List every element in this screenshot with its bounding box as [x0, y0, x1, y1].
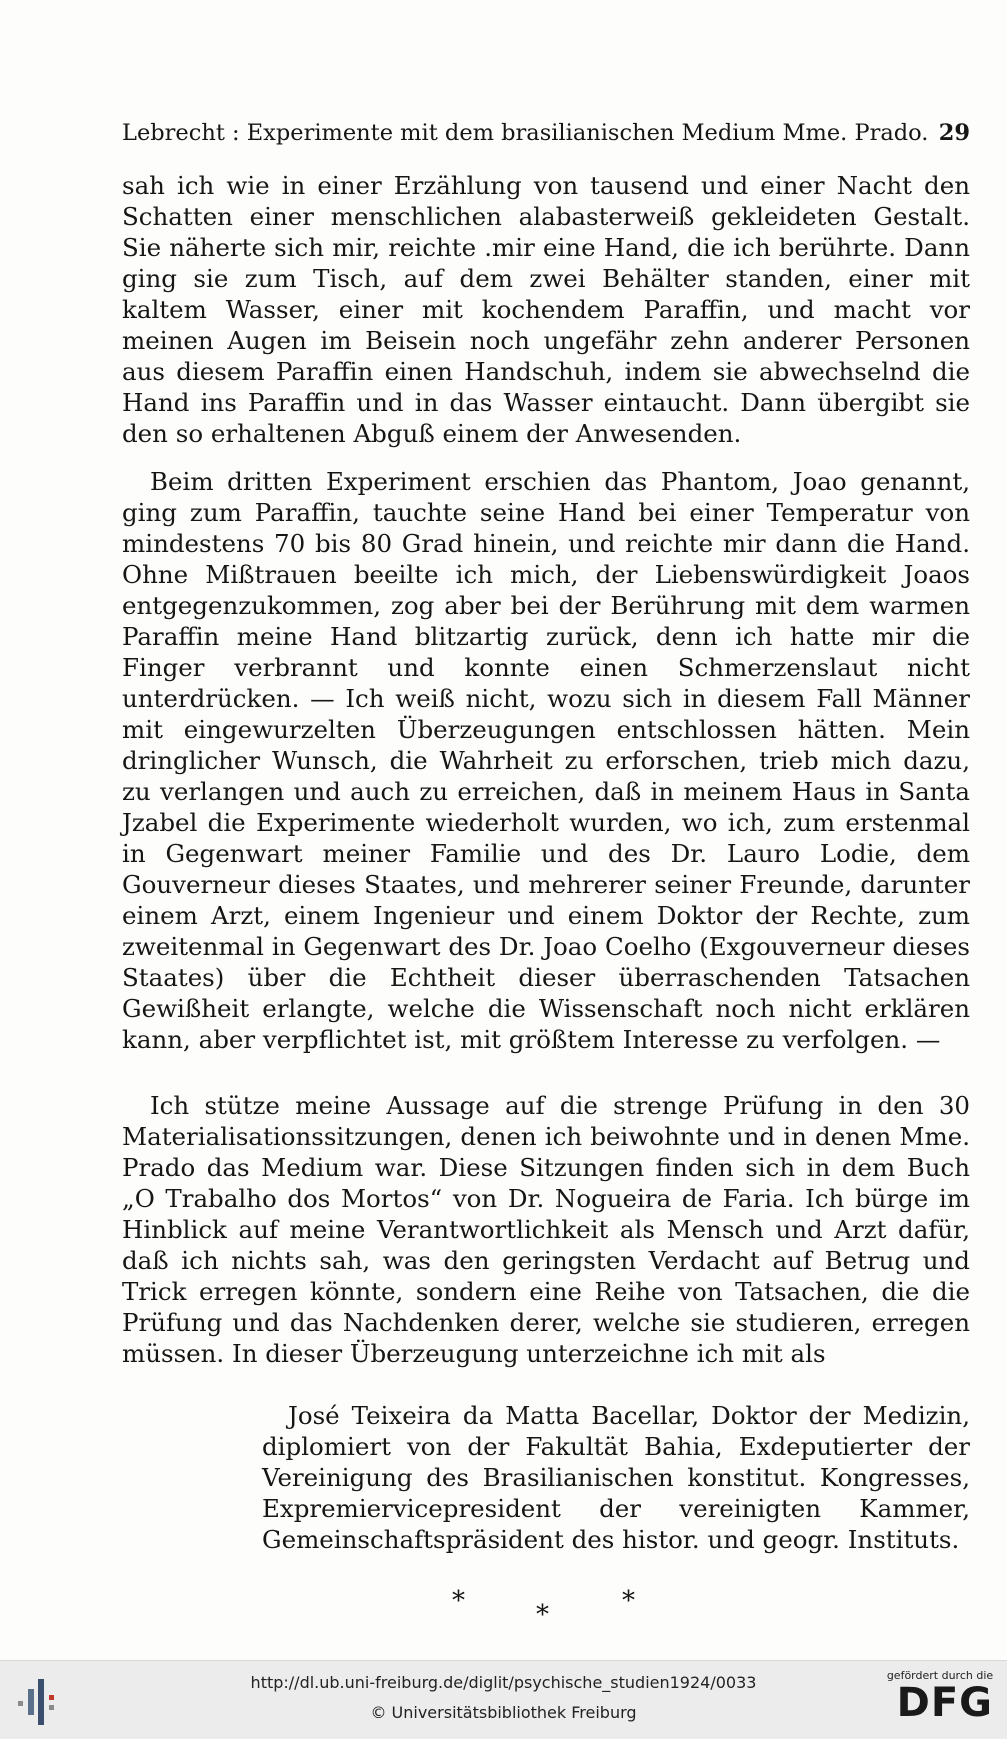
running-header [122, 122, 970, 145]
copyright-notice: © Universitätsbibliothek Freiburg [370, 1703, 637, 1722]
signature-block [262, 1400, 970, 1555]
viewer-footer [0, 1660, 1007, 1739]
funding-note: gefördert durch die [886, 1669, 994, 1682]
signature-text: José Teixeira da Matta Bacellar, Doktor der Medizin, diplomiert von der Fakultät Bahia, Exdeputierter der Vereinigung des Brasilianischen konstitut. Kongresses, Expremiervicepresident der vereinigten Kammer, Gemeinschaftspräsident des histor. und geogr. Instituts. [262, 1401, 970, 1554]
page-number: 29 [938, 120, 970, 146]
paragraph-3 [122, 1090, 970, 1369]
ornament-star: * [452, 1586, 465, 1616]
ornament-star: * [536, 1600, 549, 1630]
running-title: Lebrecht : Experimente mit dem brasilianischen Medium Mme. Prado. [122, 120, 929, 146]
paragraph-text: sah ich wie in einer Erzählung von tausend und einer Nacht den Schatten einer menschlichen alabasterweiß gekleideten Gestalt. Sie näherte sich mir, reichte .mir eine Hand, die ich berührte. Dann ging sie zum Tisch, auf dem zwei Behälter standen, einer mit kaltem Wasser, einer mit kochendem Paraffin, und macht vor meinen Augen im Beisein noch ungefähr zehn anderer Personen aus diesem Paraffin einen Handschuh, indem sie abwechselnd die Hand ins Paraffin und in das Wasser eintaucht. Dann übergibt sie den so erhaltenen Abguß einem der Anwesenden. [122, 171, 970, 448]
paragraph-text: Beim dritten Experiment erschien das Phantom, Joao genannt, ging zum Paraffin, tauchte seine Hand bei einer Temperatur von mindestens 70 bis 80 Grad hinein, und reichte mir dann die Hand. Ohne Mißtrauen beeilte ich mich, der Liebenswürdigkeit Joaos entgegenzukommen, zog aber bei der Berührung mit dem warmen Paraffin meine Hand blitzartig zurück, denn ich hatte mir die Finger verbrannt und konnte einen Schmerzenslaut nicht unterdrücken. — Ich weiß nicht, wozu sich in diesem Fall Männer mit eingewurzelten Überzeugungen entschlossen hätten. Mein dringlicher Wunsch, die Wahrheit zu erforschen, trieb mich dazu, zu verlangen und auch zu erreichen, daß in meinem Haus in Santa Jzabel die Experimente wiederholt wurden, wo ich, zum erstenmal in Gegenwart meiner Familie und des Dr. Lauro Lodie, dem Gouverneur dieses Staates, und mehrerer seiner Freunde, darunter einem Arzt, einem Ingenieur und einem Doktor der Rechte, zum zweitenmal in Gegenwart des Dr. Joao Coelho (Exgouverneur dieses Staates) über die Echtheit dieser überraschenden Tatsachen Gewißheit erlangte, welche die Wissenschaft noch nicht erklären kann, aber verpflichtet ist, mit größtem Interesse zu verfolgen. — [122, 467, 970, 1054]
dfg-logo: DFG [896, 1680, 993, 1726]
paragraph-text: Ich stütze meine Aussage auf die strenge Prüfung in den 30 Materialisationssitzungen, denen ich beiwohnte und in denen Mme. Prado das Medium war. Diese Sitzungen finden sich in dem Buch „O Trabalho dos Mortos“ von Dr. Nogueira de Faria. Ich bürge im Hinblick auf meine Verantwortlichkeit als Mensch und Arzt dafür, daß ich nichts sah, was den geringsten Verdacht auf Betrug und Trick erregen könnte, sondern eine Reihe von Tatsachen, die die Prüfung und das Nachdenken derer, welche sie studieren, erregen müssen. In dieser Überzeugung unterzeichne ich mit als [122, 1091, 970, 1368]
ornament-star: * [622, 1586, 635, 1616]
paragraph-2 [122, 466, 970, 1055]
paragraph-1 [122, 170, 970, 449]
document-url-link[interactable]: http://dl.ub.uni-freiburg.de/diglit/psychische_studien1924/0033 [250, 1673, 757, 1692]
